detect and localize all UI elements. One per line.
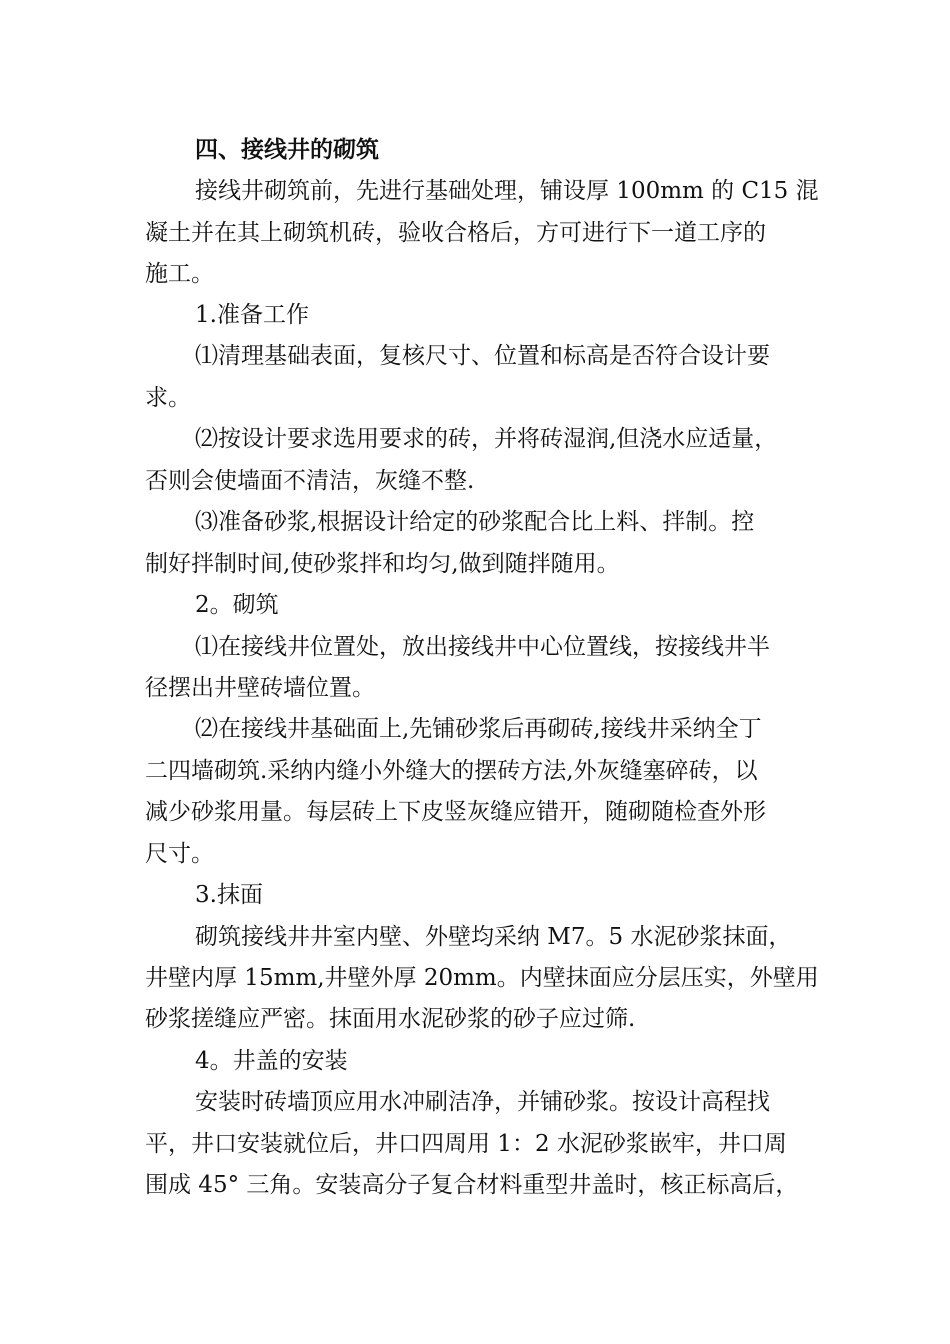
paragraph-line: 砂浆搓缝应严密。抹面用水泥砂浆的砂子应过筛.	[145, 1006, 636, 1032]
paragraph-line: 施工。	[145, 261, 214, 287]
paragraph-line: 接线井砌筑前，先进行基础处理，铺设厚 100mm 的 C15 混	[195, 178, 819, 204]
paragraph-line: 平，井口安装就位后，井口四周用 1：2 水泥砂浆嵌牢，井口周	[145, 1131, 787, 1157]
section-heading: 四、接线井的砌筑	[195, 136, 379, 163]
subsection-title: 4。井盖的安装	[195, 1048, 348, 1074]
subsection-title: 2。砌筑	[195, 592, 279, 618]
paragraph-line: 制好拌制时间,使砂浆拌和均匀,做到随拌随用。	[145, 551, 620, 577]
subsection-title: 1.准备工作	[195, 302, 309, 328]
paragraph-line: 径摆出井壁砖墙位置。	[145, 675, 375, 701]
paragraph-line: 安装时砖墙顶应用水冲刷洁净，并铺砂浆。按设计高程找	[195, 1089, 770, 1115]
paragraph-line: 减少砂浆用量。每层砖上下皮竖灰缝应错开，随砌随检查外形	[145, 799, 766, 825]
paragraph-line: ⑵在接线井基础面上,先铺砂浆后再砌砖,接线井采纳全丁	[195, 716, 762, 742]
paragraph-line: ⑴清理基础表面，复核尺寸、位置和标高是否符合设计要	[195, 343, 770, 369]
paragraph-line: 井壁内厚 15mm,井壁外厚 20mm。内壁抹面应分层压实，外壁用	[145, 965, 819, 991]
paragraph-line: 否则会使墙面不清洁，灰缝不整.	[145, 468, 475, 494]
paragraph-line: 尺寸。	[145, 841, 214, 867]
paragraph-line: ⑵按设计要求选用要求的砖，并将砖湿润,但浇水应适量，	[195, 426, 778, 452]
paragraph-line: ⑶准备砂浆,根据设计给定的砂浆配合比上料、拌制。控	[195, 509, 755, 535]
paragraph-line: 凝土并在其上砌筑机砖，验收合格后，方可进行下一道工序的	[145, 220, 766, 246]
paragraph-line: 砌筑接线井井室内壁、外壁均采纳 M7。5 水泥砂浆抹面，	[195, 924, 792, 950]
paragraph-line: 求。	[145, 385, 191, 411]
paragraph-line: ⑴在接线井位置处，放出接线井中心位置线，按接线井半	[195, 634, 770, 660]
paragraph-line: 围成 45° 三角。安装高分子复合材料重型井盖时，核正标高后，	[145, 1172, 799, 1198]
paragraph-line: 二四墙砌筑.采纳内缝小外缝大的摆砖方法,外灰缝塞碎砖，以	[145, 758, 758, 784]
subsection-title: 3.抹面	[195, 882, 263, 908]
